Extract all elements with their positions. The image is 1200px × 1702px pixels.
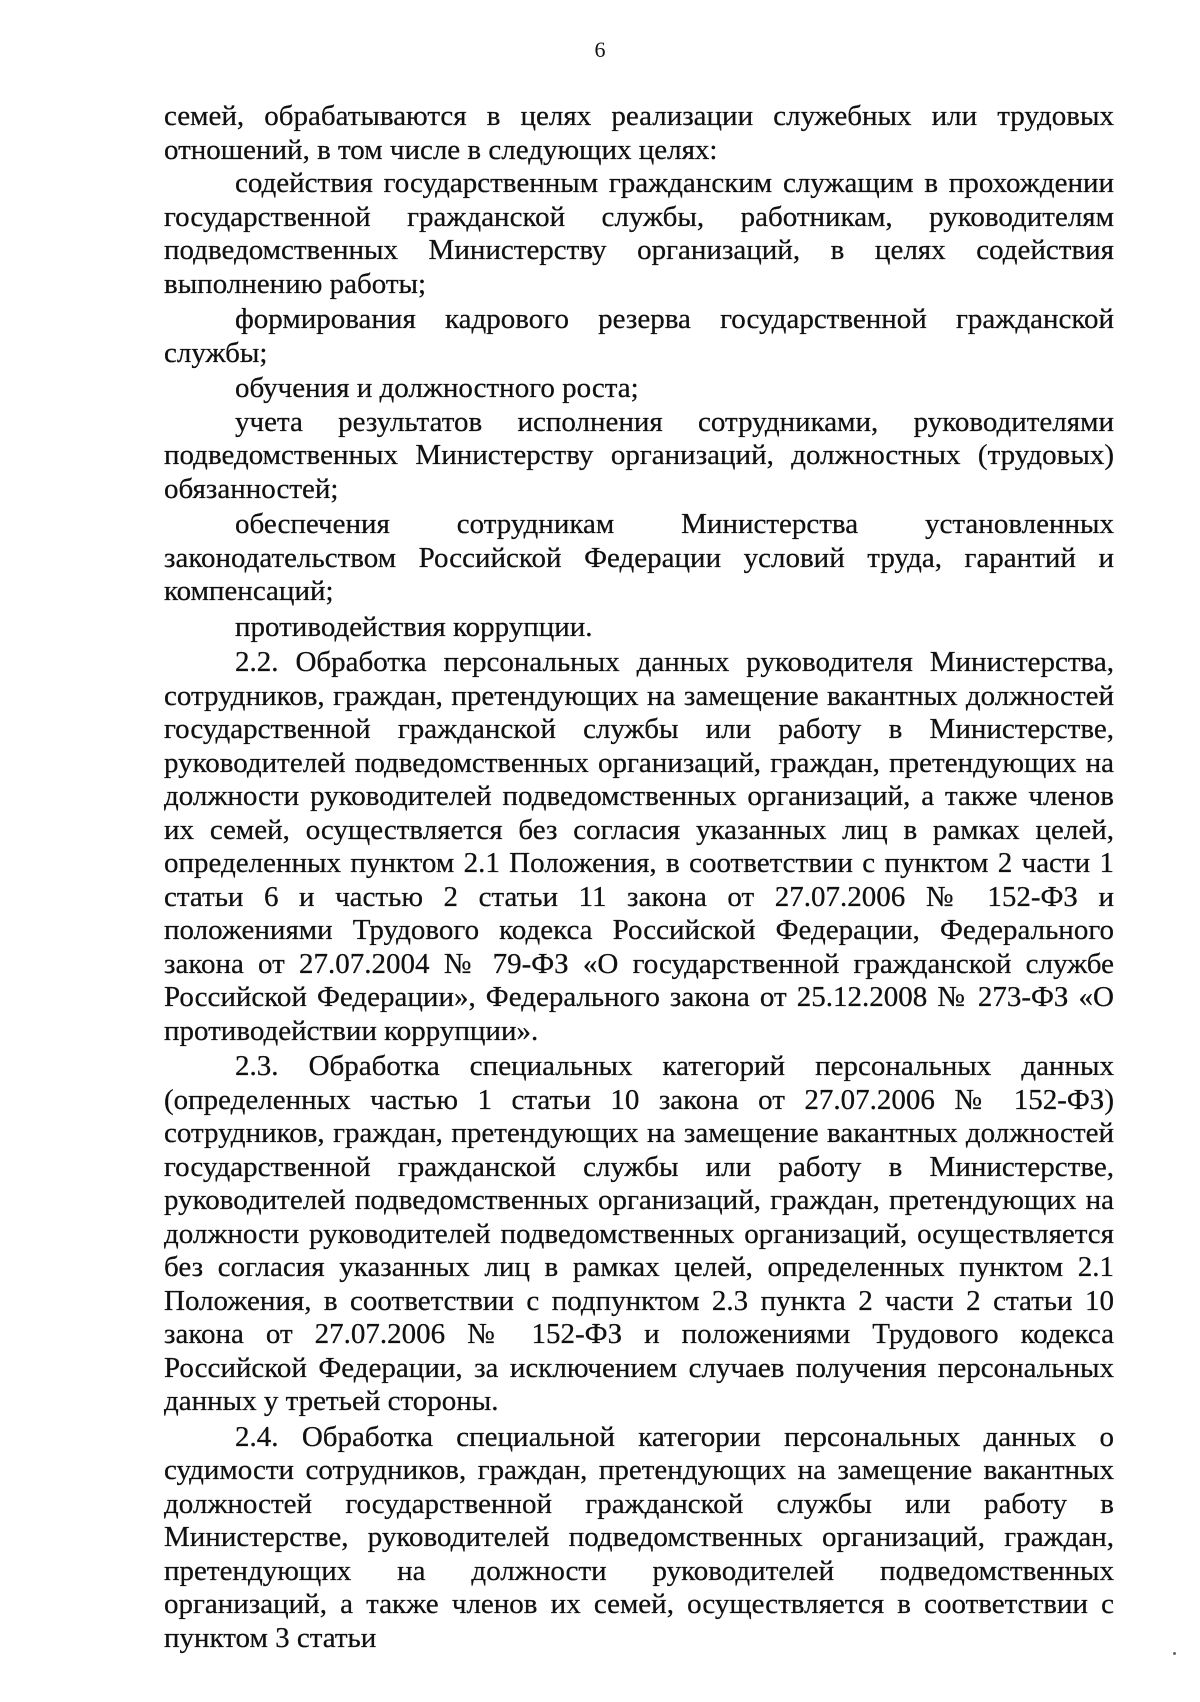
paragraph-2-3: 2.3. Обработка специальных категорий персональных данных (определенных частью 1 статьи 10 закона от 27.07.2006 № 152-ФЗ) сотрудников, граждан, претендующих на замещение вакантных должностей государственной гражданской службы или работу в Министерстве, руководителей подведомственных организаций, граждан, претендующих на должности руководителей подведомственных организаций, осуществляется без согласия указанных лиц в рамках целей, определенных пунктом 2.1 Положения, в соответствии с подпунктом 2.3 пункта 2 части 2 статьи 10 закона от 27.07.2006 № 152-ФЗ и положениями Трудового кодекса Российской Федерации, за исключением случаев получения персональных данных у третьей стороны.	[164, 1050, 1114, 1417]
paragraph-goal-accounting: учета результатов исполнения сотрудниками, руководителями подведомственных Министерству организаций, должностных (трудовых) обязанностей;	[164, 405, 1114, 505]
paragraph-continuation: семей, обрабатываются в целях реализации служебных или трудовых отношений, в том числе в следующих целях:	[164, 100, 1114, 166]
paragraph-2-2: 2.2. Обработка персональных данных руководителя Министерства, сотрудников, граждан, претендующих на замещение вакантных должностей государственной гражданской службы или работу в Министерстве, руководителей подведомственных организаций, граждан, претендующих на должности руководителей подведомственных организаций, а также членов их семей, осуществляется без согласия указанных лиц в рамках целей, определенных пунктом 2.1 Положения, в соответствии с пунктом 2 части 1 статьи 6 и частью 2 статьи 11 закона от 27.07.2006 № 152-ФЗ и положениями Трудового кодекса Российской Федерации, Федерального закона от 27.07.2004 № 79-ФЗ «О государственной гражданской службе Российской Федерации», Федерального закона от 25.12.2008 № 273-ФЗ «О противодействии коррупции».	[164, 646, 1114, 1047]
document-body	[164, 100, 1114, 1655]
page-number: 6	[594, 37, 606, 62]
paragraph-goal-reserve: формирования кадрового резерва государственной гражданской службы;	[164, 303, 1114, 369]
paragraph-goal-support: содействия государственным гражданским служащим в прохождении государственной гражданской службы, работникам, руководителям подведомственных Министерству организаций, в целях содействия выполнению работы;	[164, 167, 1114, 300]
paragraph-goal-anticorruption: противодействия коррупции.	[235, 610, 593, 643]
scan-speck	[1173, 1652, 1176, 1655]
paragraph-goal-training: обучения и должностного роста;	[235, 372, 639, 404]
paragraph-goal-conditions: обеспечения сотрудникам Министерства установленных законодательством Российской Федерации условий труда, гарантий и компенсаций;	[164, 508, 1114, 607]
paragraph-2-4: 2.4. Обработка специальной категории персональных данных о судимости сотрудников, граждан, претендующих на замещение вакантных должностей государственной гражданской службы или работу в Министерстве, руководителей подведомственных организаций, граждан, претендующих на должности руководителей подведомственных организаций, а также членов их семей, осуществляется в соответствии с пунктом 3 статьи	[164, 1420, 1114, 1654]
